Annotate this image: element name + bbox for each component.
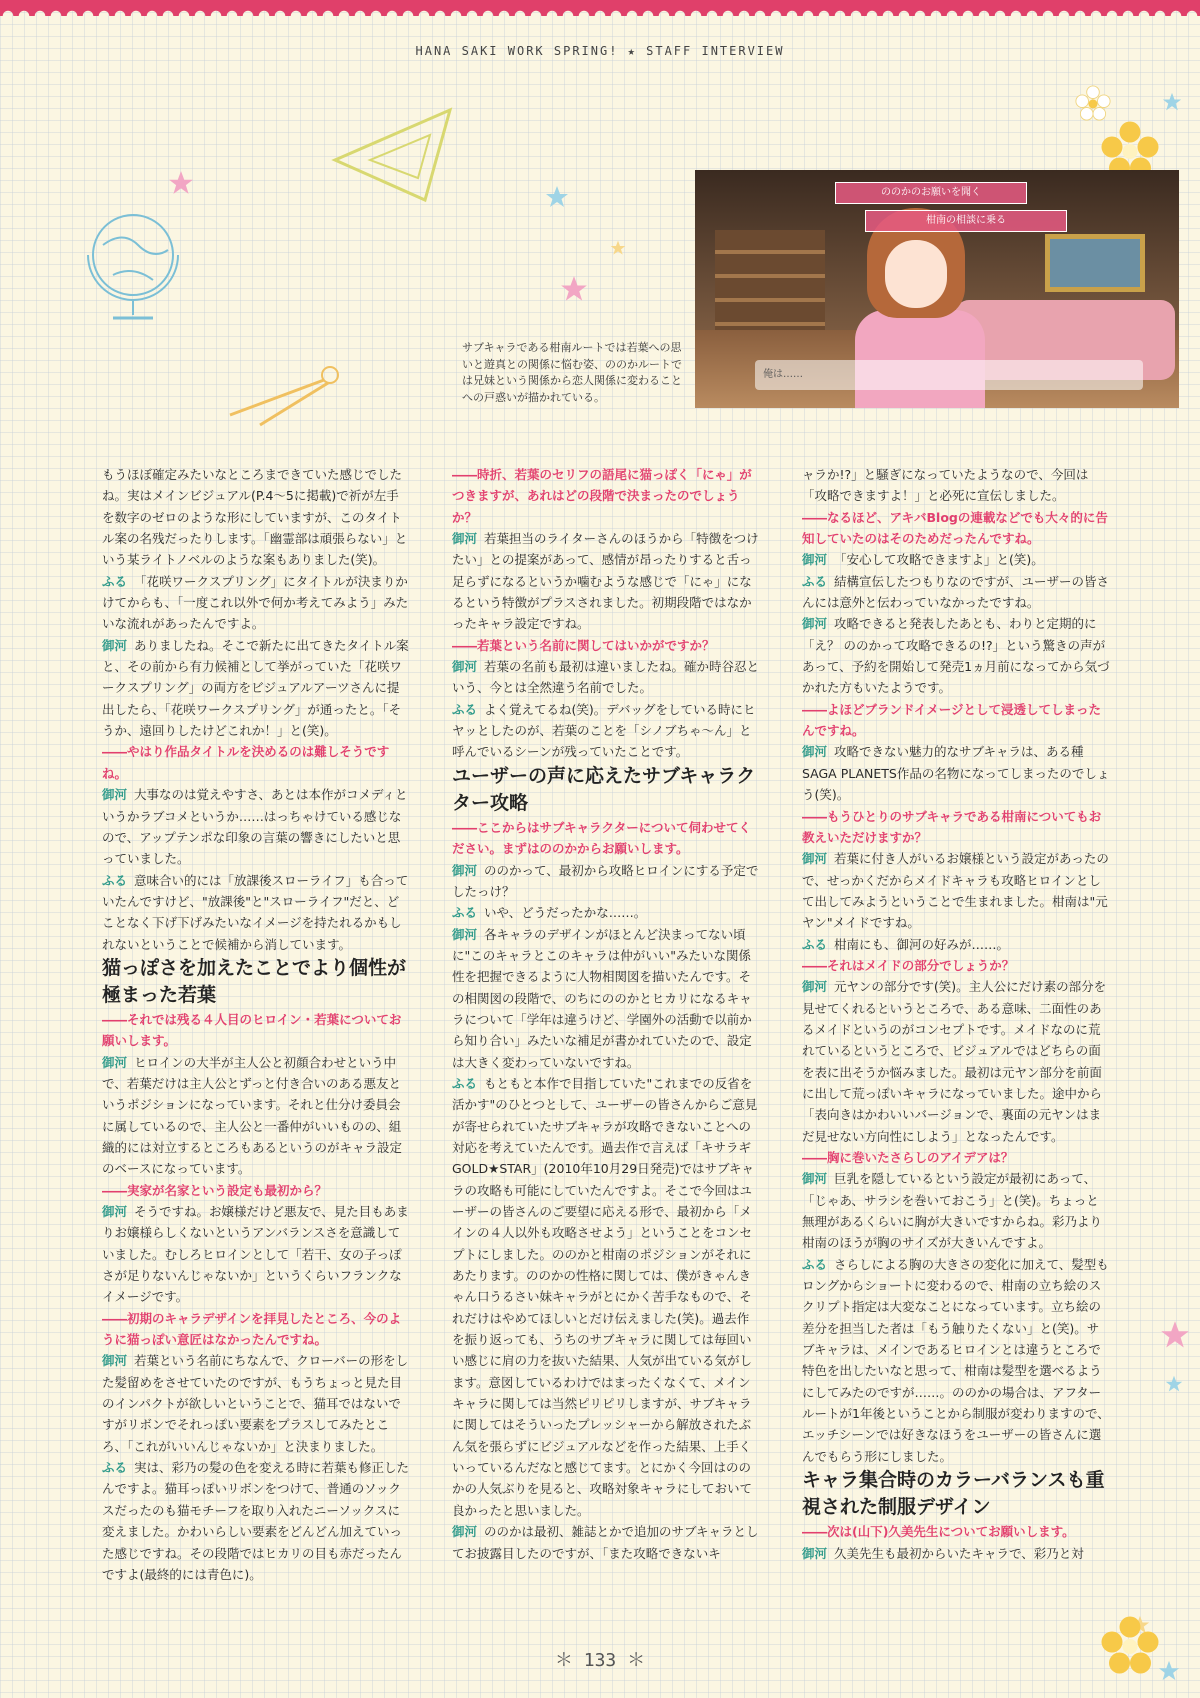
choice-option-2: 柑南の相談に乗る xyxy=(865,210,1067,232)
answer-text: 柑南にも、御河の好みが……。 xyxy=(834,936,1010,952)
answer-paragraph xyxy=(102,1201,410,1308)
speaker-name: ふる xyxy=(802,936,828,952)
text-column-1 xyxy=(102,464,410,1585)
screenshot-painting xyxy=(1045,234,1145,292)
speaker-name: 御河 xyxy=(802,744,828,760)
speaker-name: 御河 xyxy=(802,1171,828,1187)
answer-text: もうほぼ確定みたいなところまできていた感じでしたね。実はメインビジュアル(P.4〜5に掲載)で祈が左手を数字のゼロのような形にしていますが、このタイトル案の名残だったりします。「幽霊部は頑張らない」という某ライトノベルのような案もありました(笑)。 xyxy=(102,467,408,568)
speaker-name: 御河 xyxy=(802,552,828,568)
speaker-name: ふる xyxy=(452,905,478,921)
speaker-name: 御河 xyxy=(802,979,828,995)
text-column-2 xyxy=(452,464,760,1564)
answer-paragraph xyxy=(102,1052,410,1180)
figure-caption: サブキャラである柑南ルートでは若葉への思いと遊真との関係に悩む姿、ののかルートでは兄妹という関係から恋人関係に変わることへの戸惑いが描かれている。 xyxy=(462,341,682,404)
speaker-name: 御河 xyxy=(802,616,828,632)
speaker-name: ふる xyxy=(452,701,478,717)
speaker-name: ふる xyxy=(452,1075,478,1091)
globe-doodle-icon xyxy=(78,200,188,330)
answer-text: ャラか!?」と騒ぎになっていたようなので、今回は「攻略できますよ！」と必死に宣伝しました。 xyxy=(802,467,1089,504)
answer-text: ヒロインの大半が主人公と初顔合わせという中で、若葉だけは主人公とずっと付き合いのある悪友というポジションになっています。それと仕分け委員会に属しているので、主人公と一番仲がいいものの、組織的には対立するところもあるというのがキャラ設定のベースになっています。 xyxy=(102,1054,403,1177)
answer-text: ありましたね。そこで新たに出てきたタイトル案と、その前から有力候補として挙がっていた「花咲ワークスプリング」の両方をビジュアルアーツさんに提出したら、「花咲ワークスプリング」が通ったと。「そうか、遠回りしたけどこれか！」と(笑)。 xyxy=(102,637,409,739)
interviewer-question: ――それでは残る４人目のヒロイン・若葉についてお願いします。 xyxy=(102,1011,402,1049)
speaker-name: 御河 xyxy=(102,1353,128,1369)
interviewer-question: ――もうひとりのサブキャラである柑南についてもお教えいただけますか？ xyxy=(802,808,1102,845)
answer-paragraph xyxy=(102,1350,410,1457)
answer-text: 久美先生も最初からいたキャラで、彩乃と対 xyxy=(834,1545,1084,1561)
answer-paragraph xyxy=(452,860,760,903)
screenshot-character-body xyxy=(855,310,985,408)
speaker-name: 御河 xyxy=(102,1204,128,1219)
interviewer-question: ――時折、若葉のセリフの語尾に猫っぽく「にゃ」がつきますが、あれはどの段階で決まったのでしょうか？ xyxy=(452,467,752,525)
answer-text: 攻略できると発表したあとも、わりと定期的に「え？ ののかって攻略できるの!?」という驚きの声があって、予約を開始して発売1ヵ月前になってから気づかれた方もいたようです。 xyxy=(802,616,1110,696)
answer-text: 若葉担当のライターさんのほうから「特徴をつけたい」との提案があって、感情が昂ったりすると舌っ足らずになるというか噛むような感じで「にゃ」になるという特徴がプラスされました。初期段階ではなかったキャラ設定ですね。 xyxy=(452,531,759,632)
screenshot-character-face xyxy=(885,240,947,308)
answer-text: いや、どうだったかな……。 xyxy=(484,905,647,921)
section-heading: キャラ集合時のカラーバランスも重視された制服デザイン xyxy=(802,1469,1105,1519)
answer-text: 実は、彩乃の髪の色を変える時に若葉も修正したんですよ。猫耳っぽいリボンをつけて、普通のソックスだったのも猫モチーフを取り入れたニーソックスに変えました。かわいらしい要素をどんどん加えていった感じですね。その段階ではヒカリの目も赤だったんですよ(最終的には青色に)。 xyxy=(102,1460,410,1582)
answer-paragraph xyxy=(452,656,760,699)
speaker-name: 御河 xyxy=(802,851,828,867)
answer-paragraph xyxy=(102,464,410,571)
speaker-name: ふる xyxy=(802,573,828,589)
star-icon xyxy=(610,240,626,256)
answer-paragraph xyxy=(452,699,760,763)
speaker-name: ふる xyxy=(802,1256,828,1272)
star-icon xyxy=(560,275,588,303)
speaker-name: 御河 xyxy=(452,862,478,878)
running-head: HANA SAKI WORK SPRING! ★ STAFF INTERVIEW xyxy=(415,44,785,58)
flower-icon xyxy=(1075,85,1111,121)
speaker-name: 御河 xyxy=(452,926,478,942)
star-icon xyxy=(1162,92,1182,112)
answer-paragraph xyxy=(802,934,1110,955)
answer-text: もともと本作で目指していた"これまでの反省を活かす"のひとつとして、ユーザーの皆さんからご意見が寄せられていたサブキャラが攻略できないことへの対応を考えていたんです。過去作で言えば「キサラギGOLD★STAR」(2010年10月29日発売)ではサブキャラの攻略も可能にしていたんですよ。そこで今回はユーザーの皆さんのご要望に応える形で、最初から「メインの４人以外も攻略させよう」ということをコンセプトにしました。ののかと柑南のポジションがそれにあたります。ののかの性格に関しては、僕がきゃんきゃん口うるさい妹キャラがとにかく苦手なもので、それだけはやめてほしいとだけ伝えました(笑)。過去作を振り返っても、うちのサブキャラに関しては毎回いい感じに肩の力を抜いた結果、人気が出ている気がします。意図しているわけではまったくなくて、メインキャラに関しては当然ピリピリしますが、サブキャラに関してはそういったプレッシャーから解放されたぶん気を張らずにビジュアルなどを作った結果、上手くいっているんだなと感じてます。とにかく今回はののかの人気ぶりを見ると、攻略対象キャラにしておいて良かったと思いました。 xyxy=(452,1075,758,1518)
interviewer-question: ――ここからはサブキャラクターについて伺わせてください。まずはののかからお願いします。 xyxy=(452,819,752,857)
answer-text: 攻略できない魅力的なサブキャラは、ある種SAGA PLANETS作品の名物になってしまったのでしょう(笑)。 xyxy=(802,744,1110,803)
star-icon xyxy=(545,185,569,209)
answer-text: さらしによる胸の大きさの変化に加えて、髪型もロングからショートに変わるので、柑南の立ち絵のスクリプト指定は大変なことになっています。立ち絵の差分を担当した者は「もう触りたくない」と(笑)。サブキャラは、メインであるヒロインとは違うところで特色を出したいなと思って、柑南は髪型を選べるようにしてみたのですが……。ののかの場合は、アフタールートが1年後ということから制服が変わりますので、エッチシーンでは好きなほうをユーザーの皆さんに選んでもらう形にしました。 xyxy=(802,1256,1110,1464)
answer-paragraph xyxy=(802,549,1110,570)
answer-paragraph xyxy=(102,635,410,742)
answer-text: 若葉に付き人がいるお嬢様という設定があったので、せっかくだからメイドキャラも攻略ヒロインとして出してみようということで生まれました。柑南は"元ヤン"メイドですね。 xyxy=(802,851,1109,931)
answer-paragraph xyxy=(802,613,1110,698)
speaker-name: 御河 xyxy=(452,659,478,675)
answer-text: 各キャラのデザインがほとんど決まってない頃に"このキャラとこのキャラは仲がいい"みたいな関係性を把握できるように人物相関図を描いたんです。その相関図の段階で、のちにののかとヒカリになるキャラについて「学年は違うけど、学園外の活動で以前から知り合い」みたいな補足が書かれていたので、設定は大きく変わっていないですね。 xyxy=(452,926,752,1070)
text-column-3 xyxy=(802,464,1110,1564)
answer-paragraph xyxy=(102,1457,410,1585)
answer-paragraph xyxy=(452,1521,760,1564)
scalloped-top-band xyxy=(0,0,1200,16)
interviewer-question: ――初期のキャラデザインを拝見したところ、今のように猫っぽい意匠はなかったんですね。 xyxy=(102,1310,402,1348)
answer-paragraph xyxy=(802,464,1110,507)
answer-paragraph xyxy=(802,1168,1110,1253)
speaker-name: 御河 xyxy=(802,1545,828,1561)
answer-text: ののかって、最初から攻略ヒロインにする予定でしたっけ？ xyxy=(452,862,759,899)
interviewer-question: ――それはメイドの部分でしょうか？ xyxy=(802,957,1015,973)
answer-text: よく覚えてるね(笑)。デバッグをしている時にヒヤッとしたのが、若葉のことを「シノブちゃ〜ん」と呼んでいるシーンが残っていたことです。 xyxy=(452,701,756,760)
answer-text: 意味合い的には「放課後スローライフ」も合っていたんですけど、"放課後"と"スローライフ"だと、どことなく下げ下げみたいなイメージを持たれるかもしれないということで候補から消しています。 xyxy=(102,872,409,952)
answer-text: 「花咲ワークスプリング」にタイトルが決まりかけてからも、「一度これ以外で何か考えてみよう」みたいな流れがあったんですよ。 xyxy=(102,573,409,632)
speaker-name: 御河 xyxy=(452,1524,478,1540)
answer-text: そうですね。お嬢様だけど悪友で、見た目もあまりお嬢様らしくないというアンバランスさを意識していました。むしろヒロインとして「若干、女の子っぽさが足りないんじゃないか」というくらいフランクなイメージです。 xyxy=(102,1204,409,1305)
interviewer-question: ――やはり作品タイトルを決めるのは難しそうですね。 xyxy=(102,744,390,781)
answer-text: 若葉という名前にちなんで、クローバーの形をした髪留めをさせていたのですが、もうちょっと見た目のインパクトが欲しいということで、猫耳ではないですがリボンでそれっぽい要素をプラスしてみたところ、「これがいいんじゃないか」と決まりました。 xyxy=(102,1353,409,1454)
answer-paragraph xyxy=(102,784,410,869)
speaker-name: 御河 xyxy=(102,787,128,803)
star-icon xyxy=(168,170,194,196)
interviewer-question: ――よほどブランドイメージとして浸透してしまったんですね。 xyxy=(802,701,1102,739)
answer-paragraph xyxy=(452,902,760,923)
speaker-name: 御河 xyxy=(452,531,478,547)
answer-paragraph xyxy=(802,848,1110,933)
answer-paragraph xyxy=(452,924,760,1073)
set-square-doodle-icon xyxy=(330,100,460,210)
speaker-name: ふる xyxy=(102,872,128,888)
answer-text: 若葉の名前も最初は違いましたね。確か時谷忍という、今とは全然違う名前でした。 xyxy=(452,659,760,696)
section-heading: 猫っぽさを加えたことでより個性が極まった若葉 xyxy=(102,956,407,1006)
compass-doodle-icon xyxy=(220,360,350,430)
answer-paragraph xyxy=(802,976,1110,1147)
answer-paragraph xyxy=(452,528,760,635)
answer-text: 巨乳を隠しているという設定が最初にあって、「じゃあ、サラシを巻いておこう」と(笑)。ちょっと無理があるくらいに胸が大きいですからね。彩乃より柑南のほうが胸のサイズが大きいんですよ。 xyxy=(802,1171,1103,1251)
answer-text: 元ヤンの部分です(笑)。主人公にだけ素の部分を見せてくれるというところで、ある意味、二面性のあるメイドというのがコンセプトです。メイドなのに荒れているというところで、ビジュアルではどちらの面を表に出そうか悩みました。最初は元ヤン部分を前面に出して荒っぽいキャラになっていました。途中から「表向きはかわいいバージョンで、裏面の元ヤンはまだ見せない方向性にしよう」となったんです。 xyxy=(802,979,1107,1144)
answer-paragraph xyxy=(802,741,1110,805)
star-icon xyxy=(1160,1320,1190,1350)
answer-text: 大事なのは覚えやすさ、あとは本作がコメディというかラブコメというか……はっちゃけている感じなので、アップテンポな印象の言葉の響きにしたいと思っていました。 xyxy=(102,787,408,867)
interviewer-question: ――若葉という名前に関してはいかがですか？ xyxy=(452,637,715,653)
answer-text: 結構宣伝したつもりなのですが、ユーザーの皆さんには意外と伝わっていなかったですね。 xyxy=(802,573,1110,611)
speaker-name: 御河 xyxy=(102,637,128,653)
answer-paragraph xyxy=(802,1254,1110,1467)
interviewer-question: ――胸に巻いたさらしのアイデアは？ xyxy=(802,1150,1014,1165)
game-screenshot xyxy=(695,170,1179,408)
answer-paragraph xyxy=(802,1543,1110,1564)
speaker-name: 御河 xyxy=(102,1054,128,1070)
interviewer-question: ――実家が名家という設定も最初から？ xyxy=(102,1182,328,1198)
answer-paragraph xyxy=(452,1073,760,1521)
interviewer-question: ――次は(山下)久美先生についてお願いします。 xyxy=(802,1524,1075,1540)
answer-text: ののかは最初、雑誌とかで追加のサブキャラとしてお披露目したのですが、「また攻略できないキ xyxy=(452,1524,759,1561)
page-number: ＊ 133 ＊ xyxy=(554,1650,646,1671)
choice-option-1: ののかのお願いを聞く xyxy=(835,182,1027,204)
speaker-name: ふる xyxy=(102,1460,128,1476)
star-icon xyxy=(1165,1375,1183,1393)
answer-paragraph xyxy=(102,870,410,955)
speaker-name: ふる xyxy=(102,573,128,589)
interviewer-question: ――なるほど、アキバBlogの連載などでも大々的に告知していたのはそのためだったんですね。 xyxy=(802,509,1108,547)
answer-paragraph xyxy=(102,571,410,635)
section-heading: ユーザーの声に応えたサブキャラクター攻略 xyxy=(452,764,756,814)
answer-paragraph xyxy=(802,571,1110,614)
message-window: 俺は…… xyxy=(755,360,1143,390)
answer-text: 「安心して攻略できますよ」と(笑)。 xyxy=(834,552,1044,568)
